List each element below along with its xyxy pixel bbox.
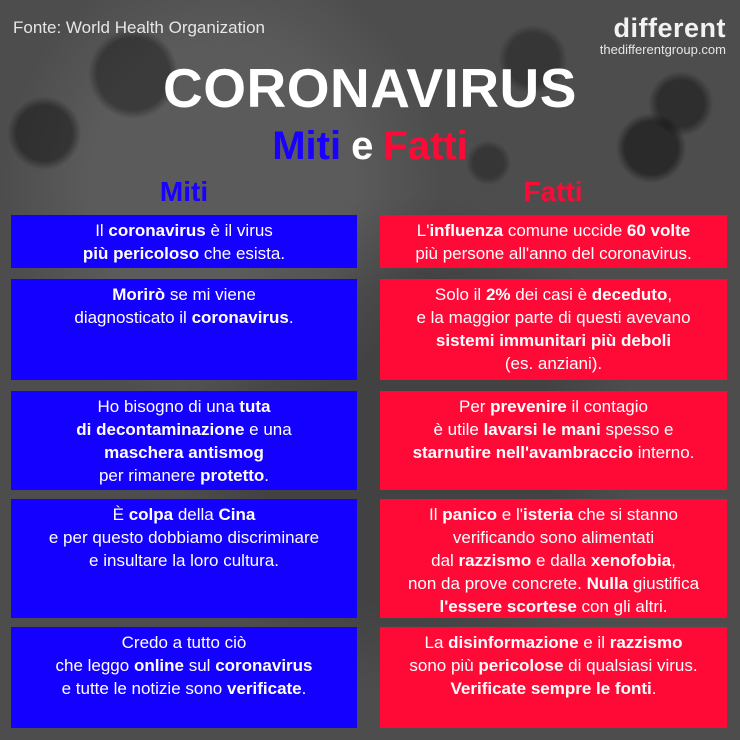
text: della: [173, 505, 219, 524]
text: che leggo: [55, 656, 134, 675]
text: Il: [95, 221, 109, 240]
text: Il: [429, 505, 443, 524]
fact-text-line: [380, 549, 727, 572]
emphasis-text: di decontaminazione: [76, 420, 245, 439]
emphasis-text: maschera antismog: [104, 443, 264, 462]
text: e insultare la loro cultura.: [89, 551, 279, 570]
text: diagnosticato il: [74, 308, 192, 327]
emphasis-text: pericolose: [478, 656, 564, 675]
emphasis-text: l'essere scortese: [439, 597, 577, 616]
emphasis-text: 2%: [485, 285, 511, 304]
text: di qualsiasi virus.: [563, 656, 698, 675]
emphasis-text: razzismo: [609, 633, 683, 652]
myth-text-line: [11, 549, 357, 572]
text: e la maggior parte di questi avevano: [416, 308, 691, 327]
myth-card: [11, 391, 357, 490]
myth-text-line: [11, 242, 357, 265]
emphasis-text: colpa: [128, 505, 174, 524]
text: è il virus: [205, 221, 273, 240]
myth-text-line: [11, 395, 357, 418]
fact-card: [380, 391, 727, 490]
myth-card: [11, 499, 357, 618]
text: .: [651, 679, 657, 698]
myth-text-line: [11, 306, 357, 329]
text: Ho bisogno di una: [97, 397, 240, 416]
brand-name: different: [613, 13, 726, 43]
subtitle-miti: Miti: [272, 124, 342, 168]
emphasis-text: xenofobia: [590, 551, 672, 570]
text: è utile: [433, 420, 484, 439]
text: e per questo dobbiamo discriminare: [48, 528, 320, 547]
text: comune uccide: [503, 221, 627, 240]
emphasis-text: protetto: [200, 466, 265, 485]
emphasis-text: tuta: [239, 397, 271, 416]
fact-text-line: [380, 219, 727, 242]
text: che si stanno: [573, 505, 678, 524]
fact-text-line: [380, 631, 727, 654]
emphasis-text: isteria: [522, 505, 574, 524]
text: per rimanere: [98, 466, 201, 485]
myth-text-line: [11, 441, 357, 464]
emphasis-text: Verificate sempre le fonti: [450, 679, 652, 698]
page-title: CORONAVIRUS: [163, 57, 577, 119]
text: verificando sono alimentati: [452, 528, 655, 547]
text: ,: [671, 551, 676, 570]
emphasis-text: 60 volte: [626, 221, 691, 240]
text: Credo a tutto ciò: [121, 633, 247, 652]
text: e tutte le notizie sono: [61, 679, 227, 698]
myth-text-line: [11, 219, 357, 242]
myth-card: [11, 215, 357, 268]
text: sono più: [409, 656, 479, 675]
text: ,: [667, 285, 673, 304]
fact-text-line: [380, 242, 727, 265]
myth-card: [11, 627, 357, 728]
text: sul: [184, 656, 216, 675]
myths-column-heading: Miti: [159, 176, 209, 207]
text: interno.: [632, 443, 695, 462]
fact-text-line: [380, 306, 727, 329]
page-subtitle: [0, 124, 740, 168]
fact-text-line: [380, 572, 727, 595]
fact-text-line: [380, 395, 727, 418]
emphasis-text: prevenire: [490, 397, 567, 416]
text: La: [424, 633, 449, 652]
text: .: [264, 466, 270, 485]
text: più persone all'anno del coronavirus.: [415, 244, 692, 263]
fact-text-line: [380, 441, 727, 464]
myth-text-line: [11, 677, 357, 700]
text: che esista.: [199, 244, 286, 263]
text: il contagio: [566, 397, 648, 416]
myth-text-line: [11, 654, 357, 677]
text: Solo il: [434, 285, 486, 304]
emphasis-text: razzismo: [458, 551, 532, 570]
emphasis-text: starnutire nell'avambraccio: [412, 443, 633, 462]
emphasis-text: coronavirus: [108, 221, 206, 240]
fact-text-line: [380, 595, 727, 618]
emphasis-text: influenza: [429, 221, 504, 240]
fact-text-line: [380, 352, 727, 375]
emphasis-text: panico: [442, 505, 498, 524]
text: se mi viene: [165, 285, 256, 304]
myth-text-line: [11, 464, 357, 487]
fact-text-line: [380, 526, 727, 549]
fact-card: [380, 215, 727, 268]
source-label: Fonte: World Health Organization: [13, 18, 265, 37]
emphasis-text: coronavirus: [215, 656, 313, 675]
text: non da prove concrete.: [407, 574, 587, 593]
text: giustifica: [628, 574, 700, 593]
text: dei casi è: [510, 285, 592, 304]
subtitle-fatti: Fatti: [383, 124, 468, 168]
subtitle-and: e: [351, 124, 374, 168]
emphasis-text: coronavirus: [191, 308, 289, 327]
fact-text-line: [380, 503, 727, 526]
fact-text-line: [380, 677, 727, 700]
text: e l': [497, 505, 523, 524]
text: Per: [458, 397, 491, 416]
text: È: [112, 505, 129, 524]
emphasis-text: sistemi immunitari più deboli: [435, 331, 672, 350]
text: e il: [578, 633, 610, 652]
text: L': [416, 221, 430, 240]
fact-text-line: [380, 418, 727, 441]
emphasis-text: Cina: [218, 505, 256, 524]
myth-text-line: [11, 631, 357, 654]
text: e dalla: [531, 551, 591, 570]
myth-text-line: [11, 526, 357, 549]
facts-column-heading: Fatti: [523, 176, 583, 207]
text: spesso e: [600, 420, 674, 439]
emphasis-text: Nulla: [586, 574, 629, 593]
emphasis-text: lavarsi le mani: [483, 420, 601, 439]
myth-card: [11, 279, 357, 380]
myth-text-line: [11, 418, 357, 441]
emphasis-text: Morirò: [112, 285, 166, 304]
emphasis-text: più pericoloso: [82, 244, 200, 263]
text: (es. anziani).: [504, 354, 603, 373]
text: con gli altri.: [576, 597, 668, 616]
myth-text-line: [11, 283, 357, 306]
emphasis-text: verificate: [226, 679, 302, 698]
emphasis-text: disinformazione: [448, 633, 579, 652]
emphasis-text: online: [133, 656, 184, 675]
brand-url: thedifferentgroup.com: [599, 42, 726, 57]
text: .: [288, 308, 294, 327]
text: dal: [431, 551, 459, 570]
brand-logo: [600, 14, 726, 58]
fact-card: [380, 499, 727, 618]
myth-text-line: [11, 503, 357, 526]
text: e una: [244, 420, 292, 439]
emphasis-text: deceduto: [591, 285, 668, 304]
text: .: [301, 679, 307, 698]
fact-card: [380, 279, 727, 380]
fact-card: [380, 627, 727, 728]
fact-text-line: [380, 329, 727, 352]
fact-text-line: [380, 283, 727, 306]
fact-text-line: [380, 654, 727, 677]
